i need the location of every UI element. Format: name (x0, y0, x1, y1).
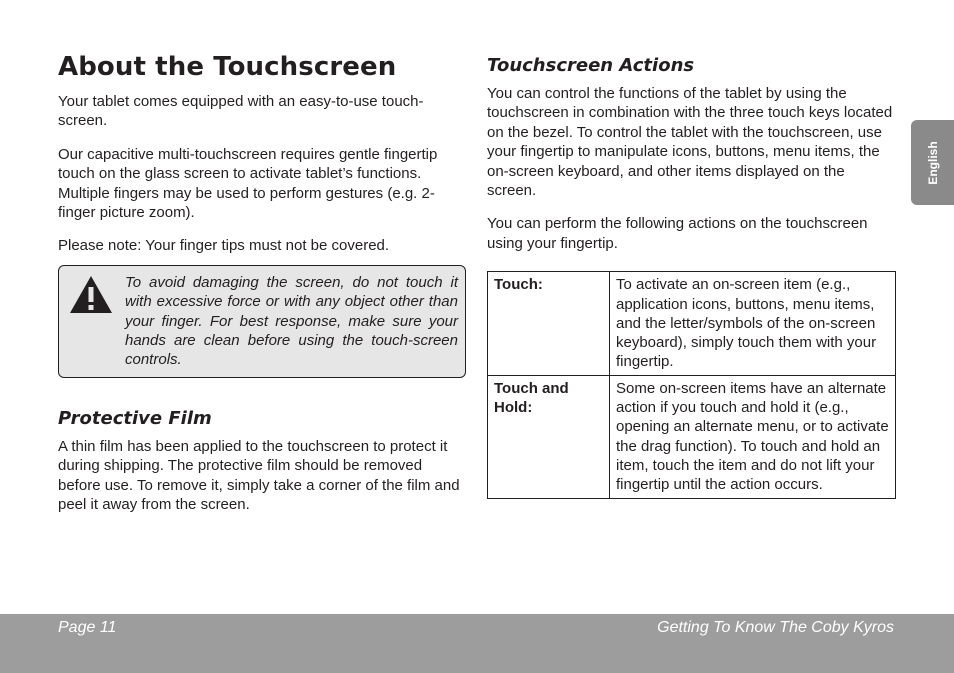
touchscreen-actions-heading: Touchscreen Actions (487, 55, 695, 76)
actions-table (487, 271, 896, 498)
table-description: Some on-screen items have an alternate action if you touch and hold it (e.g., opening an alternate menu, or to activate the drag function). To touch and hold an item, touch the item and do not lift your fingertip until the action occurs. (610, 375, 896, 498)
warning-note-box (58, 265, 466, 378)
protective-film-heading: Protective Film (58, 408, 212, 429)
language-tab (911, 120, 954, 205)
page-number: Page 11 (58, 619, 117, 636)
right-column (487, 55, 897, 499)
page-title: About the Touchscreen (58, 52, 397, 82)
note-paragraph: Please note: Your finger tips must not be covered. (58, 237, 390, 255)
table-description: To activate an on-screen item (e.g., application icons, buttons, menu items, and the letter/symbols of the on-screen keyboard), simply touch them with your fingertip. (610, 272, 896, 375)
capacitive-paragraph: Our capacitive multi-touchscreen requires gentle fingertip touch on the glass screen to activate tablet’s functions. Multiple fingers may be used to perform gestures (e.g. 2-finger picture zoom). (58, 145, 438, 222)
table-term: Touch and Hold: (488, 375, 610, 498)
table-term: Touch: (488, 272, 610, 375)
table-row (488, 375, 896, 498)
warning-note-text: To avoid damaging the screen, do not touch it with excessive force or with any object other than your finger. For best response, make sure your hands are clean before using the touch-screen controls. (125, 274, 458, 369)
section-title: Getting To Know The Coby Kyros (657, 619, 894, 636)
protective-film-body: A thin film has been applied to the touchscreen to protect it during shipping. The protective film should be removed before use. To remove it, simply take a corner of the film and peel it away from the screen. (58, 438, 460, 514)
page-footer (0, 614, 954, 673)
table-row (488, 272, 896, 375)
language-tab-label: English (925, 140, 940, 185)
actions-list-intro: You can perform the following actions on the touchscreen using your fingertip. (487, 215, 868, 252)
intro-paragraph: Your tablet comes equipped with an easy-to-use touch-screen. (58, 93, 424, 130)
protective-film-section (58, 408, 468, 515)
left-column (58, 52, 468, 256)
actions-intro-paragraph: You can control the functions of the tablet by using the touchscreen in combination with the three touch keys located on the bezel. To control the tablet with the touchscreen, use your fingertip to manipulate icons, buttons, menu items, the on-screen keyboard, and other items displayed on the screen. (487, 85, 893, 200)
warning-icon (69, 274, 113, 314)
